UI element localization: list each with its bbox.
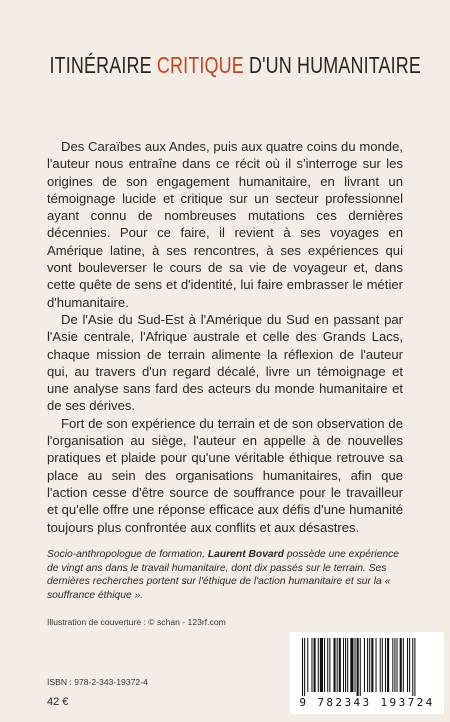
- title-accent-word: CRITIQUE: [156, 52, 244, 78]
- barcode-bar: [364, 638, 365, 692]
- bio-intro: Socio-anthropologue de formation,: [47, 549, 208, 560]
- barcode-bar: [337, 638, 338, 692]
- back-cover-blurb: [47, 138, 403, 536]
- price: 42 €: [47, 696, 69, 708]
- barcode-bar: [357, 638, 359, 696]
- barcode-bar: [397, 638, 398, 692]
- title-part-2: D'UN HUMANITAIRE: [243, 52, 422, 78]
- barcode-bar: [403, 638, 404, 692]
- barcode-bar: [394, 638, 395, 692]
- blurb-paragraph-1: Des Caraïbes aux Andes, puis aux quatre coins du monde, l'auteur nous entraîne dans ce récit où il s'interroge sur les origines de son engagement humanitaire, en livrant un témoignage lucide et critique sur un secteur professionnel ayant connu de nombreuses mutations ces dernières décennies. Pour ce faire, il revient à ses voyages en Amérique latine, à ses rencontres, à ses expériences qui vont bouleverser le cours de sa vie de voyageur et, dans cette quête de sens et d'identité, lui faire embrasser le métier d'humanitaire.: [47, 139, 403, 310]
- barcode-bar: [347, 638, 348, 692]
- book-title: [49, 52, 422, 79]
- barcode-bar: [318, 638, 319, 692]
- barcode-bar: [350, 638, 353, 692]
- barcode-bar: [400, 638, 402, 692]
- barcode-bar: [311, 638, 312, 692]
- barcode-bar: [302, 638, 303, 696]
- barcode-bar: [304, 638, 305, 696]
- barcode-bar: [369, 638, 370, 692]
- barcode-bar: [412, 638, 413, 696]
- cover-illustration-credit: Illustration de couverture : © schan - 123rf.com: [47, 617, 226, 627]
- barcode-bar: [320, 638, 323, 692]
- barcode-bar: [343, 638, 344, 692]
- barcode-bar: [329, 638, 330, 692]
- barcode-bar: [345, 638, 346, 692]
- barcode-bar: [407, 638, 408, 692]
- barcode-bar: [385, 638, 386, 692]
- barcode-bar: [327, 638, 328, 692]
- barcode-bar: [387, 638, 389, 692]
- barcode-bar: [339, 638, 341, 692]
- barcode-bar: [360, 638, 361, 696]
- barcode-bar: [376, 638, 377, 692]
- author-name: Laurent Bovard: [207, 549, 284, 560]
- barcode-bar: [380, 638, 381, 692]
- barcode-bar: [324, 638, 325, 692]
- barcode-bar: [355, 638, 356, 692]
- barcode-bars: [298, 638, 436, 696]
- barcode-bar: [314, 638, 316, 692]
- title-part-1: ITINÉRAIRE: [49, 52, 157, 78]
- barcode-bar: [371, 638, 373, 692]
- blurb-paragraph-3: Fort de son expérience du terrain et de son observation de l'organisation au siège, l'auteur en appelle à de nouvelles pratiques et plaide pour qu'une véritable éthique retrouve sa place au sein des organisations humanitaires, afin que l'action cesse d'être source de souffrance pour le travailleur et qu'elle offre une réponse efficace aux défis d'une humanité toujours plus confrontée aux conflits et aux désastres.: [47, 415, 403, 535]
- isbn: ISBN : 978-2-343-19372-4: [47, 677, 148, 687]
- author-bio: [47, 548, 409, 602]
- barcode-bar: [307, 638, 308, 692]
- bio-rest: possède une expérience de vingt ans dans le travail humanitaire, dont dix passés sur le terrain. Ses dernières recherches portent sur l'éthique de l'action humanitaire et sur la « souffrance éthique ».: [47, 549, 400, 601]
- barcode-bar: [409, 638, 410, 692]
- blurb-paragraph-2: De l'Asie du Sud-Est à l'Amérique du Sud en passant par l'Asie centrale, l'Afrique australe et celle des Grands Lacs, chaque mission de terrain alimente la réflexion de l'auteur qui, au travers d'un regard décalé, livre un témoignage et une analyse sans fard des acteurs du monde humanitaire et de ses dérives.: [47, 311, 403, 414]
- barcode-bar: [392, 638, 393, 692]
- barcode-digits: 9 782343 193724: [299, 696, 435, 709]
- barcode-bar: [367, 638, 368, 692]
- barcode: [290, 632, 444, 714]
- barcode-bar: [382, 638, 383, 692]
- barcode-bar: [334, 638, 336, 692]
- barcode-bar: [414, 638, 415, 696]
